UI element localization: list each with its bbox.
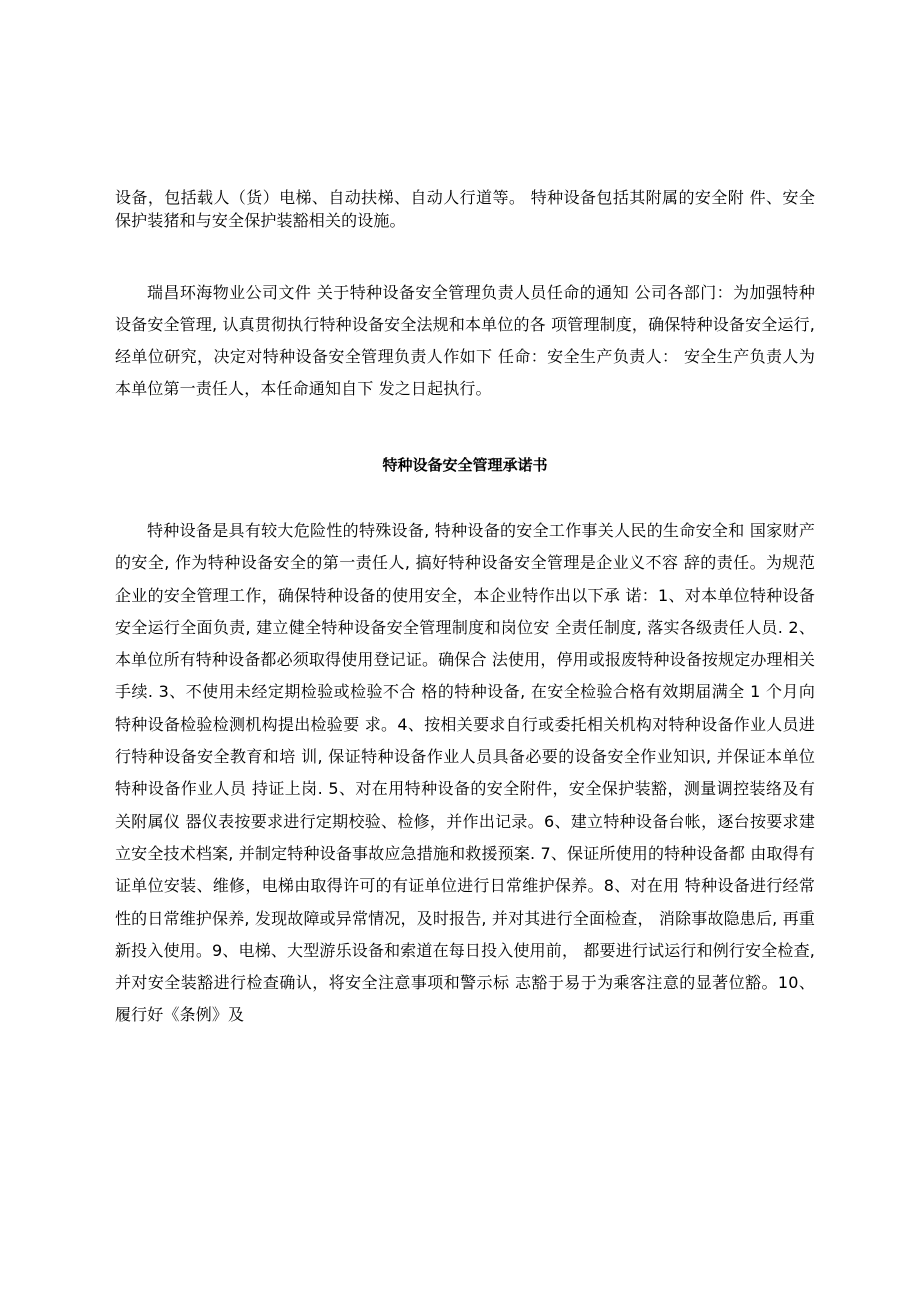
intro-paragraph: 设备，包括载人（货）电梯、自动扶梯、自动人行道等。 特种设备包括其附属的安全附 件、安全保护装猪和与安全保护装豁相关的设施。 <box>115 188 815 230</box>
promise-paragraph: 特种设备是具有较大危险性的特殊设备, 特种设备的安全工作事关人民的生命安全和 国家财产的安全, 作为特种设备安全的第一责任人, 搞好特种设备安全管理是企业义不容 辞的责任。为规范企业的安全管理工作，确保特种设备的使用安全，本企业特作出以下承 诺：1、对本单位特种设备安全运行全面负责, 建立健全特种设备安全管理制度和岗位安 全责任制度, 落实各级责任人员. 2、本单位所有特种设备都必须取得使用登记证。确保合 法使用，停用或报废特种设备按规定办理相关手续. 3、不使用未经定期检验或检验不合 格的特种设备, 在安全检验合格有效期届满全 1 个月向特种设备检验检测机构提出检验要 求。4、按相关要求自行或委托相关机构对特种设备作业人员进行特种设备安全教育和培 训, 保证特种设备作业人员具备必要的设备安全作业知识, 并保证本单位特种设备作业人员 持证上岗. 5、对在用特种设备的安全附件，安全保护装豁，测量调控装络及有关附属仪 器仪表按要求进行定期校验、检修，并作出记录。6、建立特种设备台帐，逐台按要求建 立安全技术档案, 并制定特种设备事故应急措施和救援预案. 7、保证所使用的特种设备都 由取得有证单位安装、维修，电梯由取得许可的有证单位进行日常维护保养。8、对在用 特种设备进行经常性的日常维护保养, 发现故障或异常情况，及时报告, 并对其进行全面检查， 消除事故隐患后, 再重新投入使用。9、电梯、大型游乐设备和索道在每日投入使用前， 都要进行试运行和例行安全检查, 并对安全装豁进行检查确认，将安全注意事项和警示标 志豁于易于为乘客注意的显著位豁。10、履行好《条例》及 <box>115 521 815 1025</box>
promise-title: 特种设备安全管理承诺书 <box>382 456 548 474</box>
appointment-notice-paragraph: 瑞昌环海物业公司文件 关于特种设备安全管理负责人员任命的通知 公司各部门：为加强特种设备安全管理, 认真贯彻执行特种设备安全法规和本单位的各 项管理制度，确保特种设备安全运行, 经单位研究，决定对特种设备安全管理负责人作如下 任命：安全生产负责人： 安全生产负责人为本单位第一责任人，本任命通知自下 发之日起执行。 <box>115 283 815 398</box>
